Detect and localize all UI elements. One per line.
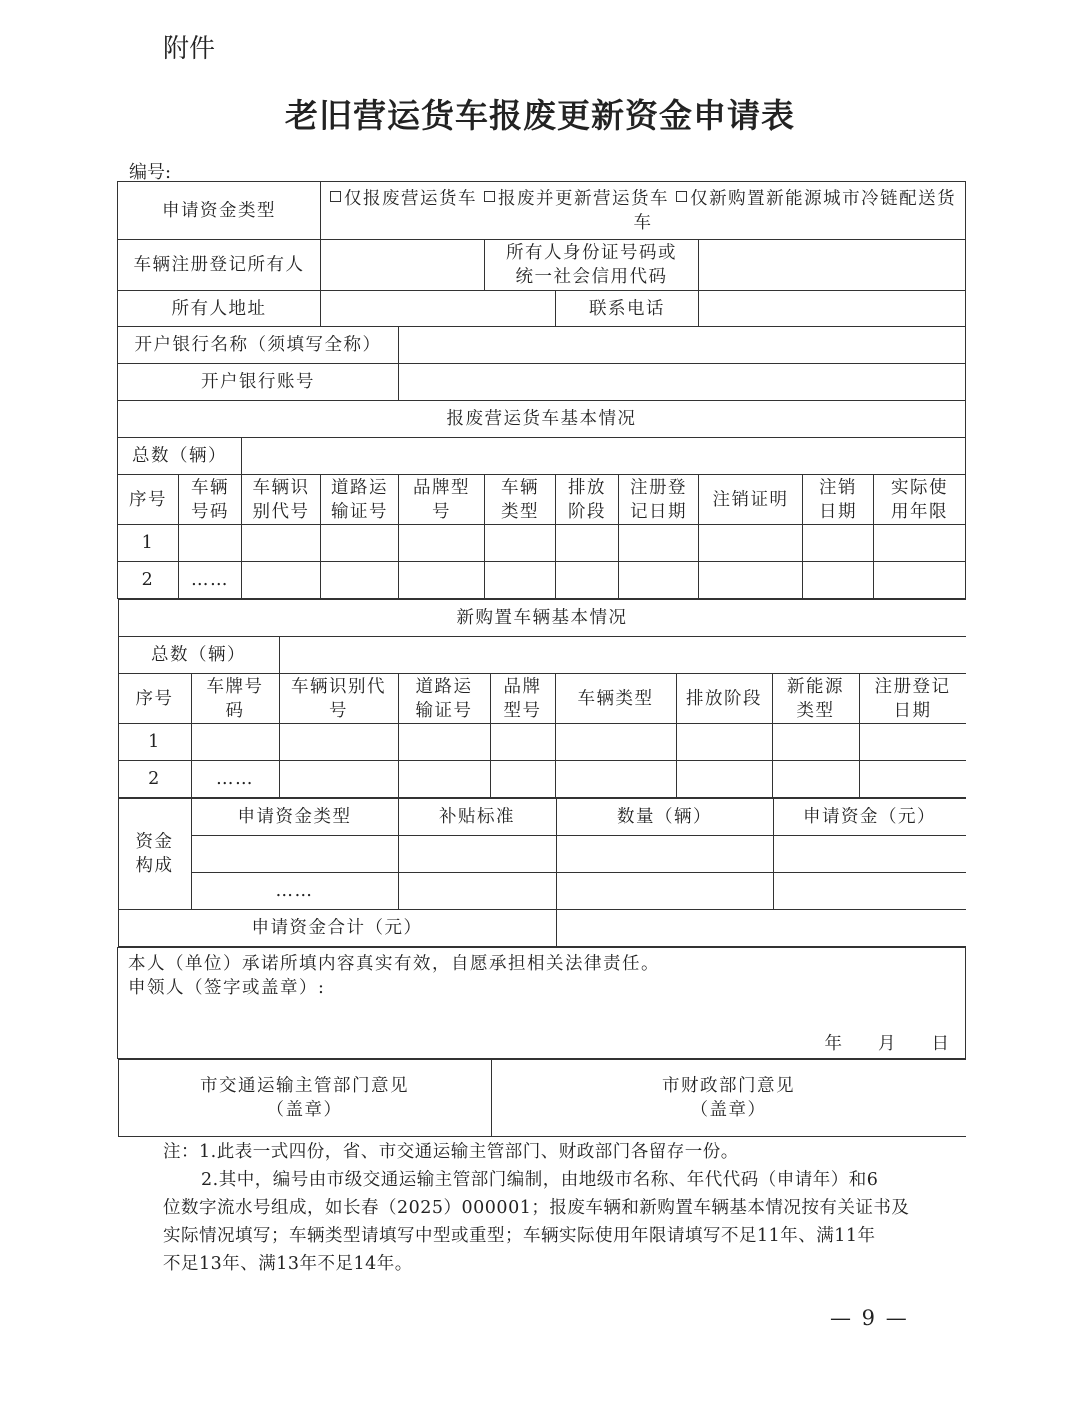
row-number: 2 <box>118 761 191 798</box>
note-2-line-2: 位数字流水号组成，如长春（2025）000001；报废车辆和新购置车辆基本情况按有关证书及 <box>163 1198 910 1218</box>
note-2-line-3: 实际情况填写；车辆类型请填写中型或重型；车辆实际使用年限请填写不足11年、满11年 <box>163 1226 876 1246</box>
note-2-line-4: 不足13年、满13年不足14年。 <box>163 1254 413 1274</box>
scrap-col-header: 品牌型 号 <box>399 475 485 525</box>
funding-total-label: 申请资金合计（元） <box>118 910 556 947</box>
transport-dept-opinion[interactable]: 市交通运输主管部门意见 （盖章） <box>118 1060 491 1137</box>
registered-owner-label: 车辆注册登记所有人 <box>118 240 321 291</box>
owner-address-field[interactable] <box>321 291 556 327</box>
new-col-header: 注册登记 日期 <box>859 674 966 724</box>
scrap-total-label: 总数（辆） <box>118 438 242 475</box>
funding-table <box>118 798 966 947</box>
checkbox-icon[interactable] <box>330 191 341 202</box>
note-2-line-1: 2.其中，编号由市级交通运输主管部门编制，由地级市名称、年代代码（申请年）和6 <box>201 1170 879 1190</box>
scrap-col-header: 序号 <box>118 475 179 525</box>
new-col-header: 车辆识别代 号 <box>279 674 398 724</box>
row-number: 2 <box>118 562 179 599</box>
declaration-cell <box>118 948 966 1059</box>
scrap-col-header: 注销 日期 <box>803 475 874 525</box>
new-section-title: 新购置车辆基本情况 <box>118 600 966 637</box>
funding-col-amount: 申请资金（元） <box>773 799 966 836</box>
phone-field[interactable] <box>699 291 966 327</box>
new-col-header: 道路运 输证号 <box>398 674 490 724</box>
owner-address-label: 所有人地址 <box>118 291 321 327</box>
declaration-date[interactable]: 年 月 日 <box>824 1034 950 1054</box>
funding-col-standard: 补贴标准 <box>398 799 556 836</box>
new-col-header: 车辆类型 <box>555 674 676 724</box>
new-col-header: 新能源 类型 <box>772 674 859 724</box>
funding-side-label: 资金 构成 <box>118 799 191 910</box>
option-scrap-only[interactable]: 仅报废营运货车 <box>330 189 477 209</box>
funding-type-options <box>321 182 966 240</box>
row-number: 1 <box>118 724 191 761</box>
page-number: — 9 — <box>830 1306 909 1330</box>
table-row <box>118 761 966 798</box>
attachment-label: 附件 <box>163 34 216 64</box>
new-col-header: 排放阶段 <box>676 674 772 724</box>
new-col-header: 品牌 型号 <box>490 674 555 724</box>
phone-label: 联系电话 <box>556 291 699 327</box>
owner-id-field[interactable] <box>699 240 966 291</box>
scrap-col-header: 注册登 记日期 <box>619 475 699 525</box>
funding-ellipsis[interactable]: …… <box>191 873 398 910</box>
note-1: 注：1.此表一式四份，省、市交通运输主管部门、财政部门各留存一份。 <box>163 1142 739 1162</box>
new-total-label: 总数（辆） <box>118 637 279 674</box>
checkbox-icon[interactable] <box>676 191 687 202</box>
option-new-cold-chain[interactable]: 仅新购置新能源城市冷链配送货车 <box>633 188 957 233</box>
funding-total-field[interactable] <box>556 910 966 947</box>
table-row <box>118 525 966 562</box>
plate-cell[interactable]: …… <box>191 761 279 798</box>
scrap-col-header: 车辆 号码 <box>179 475 242 525</box>
scrap-col-header: 车辆识 别代号 <box>242 475 321 525</box>
finance-dept-opinion[interactable]: 市财政部门意见 （盖章） <box>491 1060 966 1137</box>
funding-col-type: 申请资金类型 <box>191 799 398 836</box>
row-number: 1 <box>118 525 179 562</box>
table-row <box>118 836 966 873</box>
table-row <box>118 562 966 599</box>
scrap-section-title: 报废营运货车基本情况 <box>118 401 966 438</box>
owner-id-label: 所有人身份证号码或 统一社会信用代码 <box>485 240 699 291</box>
funding-type-label: 申请资金类型 <box>118 182 321 240</box>
option-scrap-and-renew[interactable]: 报废并更新营运货车 <box>484 189 669 209</box>
bank-account-field[interactable] <box>399 364 966 401</box>
bank-name-field[interactable] <box>399 327 966 364</box>
new-vehicle-table <box>118 599 966 798</box>
table-row <box>118 724 966 761</box>
plate-cell[interactable] <box>179 525 242 562</box>
plate-cell[interactable]: …… <box>179 562 242 599</box>
approval-table <box>118 1059 966 1137</box>
scrap-col-header: 实际使 用年限 <box>874 475 966 525</box>
new-col-header: 序号 <box>118 674 191 724</box>
commitment-text: 本人（单位）承诺所填内容真实有效，自愿承担相关法律责任。 <box>128 954 660 974</box>
scrap-col-header: 车辆 类型 <box>485 475 556 525</box>
applicant-signature-label[interactable]: 申领人（签字或盖章）: <box>128 978 326 998</box>
bank-account-label: 开户银行账号 <box>118 364 399 401</box>
funding-col-quantity: 数量（辆） <box>556 799 773 836</box>
code-label: 编号: <box>129 162 172 183</box>
application-form-table <box>117 181 966 1137</box>
scrap-col-header: 排放 阶段 <box>556 475 619 525</box>
bank-name-label: 开户银行名称（须填写全称） <box>118 327 399 364</box>
new-total-field[interactable] <box>279 637 966 674</box>
registered-owner-field[interactable] <box>321 240 485 291</box>
new-col-header: 车牌号 码 <box>191 674 279 724</box>
page-title: 老旧营运货车报废更新资金申请表 <box>285 96 795 135</box>
scrap-col-header: 道路运 输证号 <box>321 475 399 525</box>
checkbox-icon[interactable] <box>484 191 495 202</box>
plate-cell[interactable] <box>191 724 279 761</box>
table-row <box>118 873 966 910</box>
scrap-total-field[interactable] <box>242 438 966 475</box>
notes <box>163 1138 923 1278</box>
scrap-col-header: 注销证明 <box>699 475 803 525</box>
